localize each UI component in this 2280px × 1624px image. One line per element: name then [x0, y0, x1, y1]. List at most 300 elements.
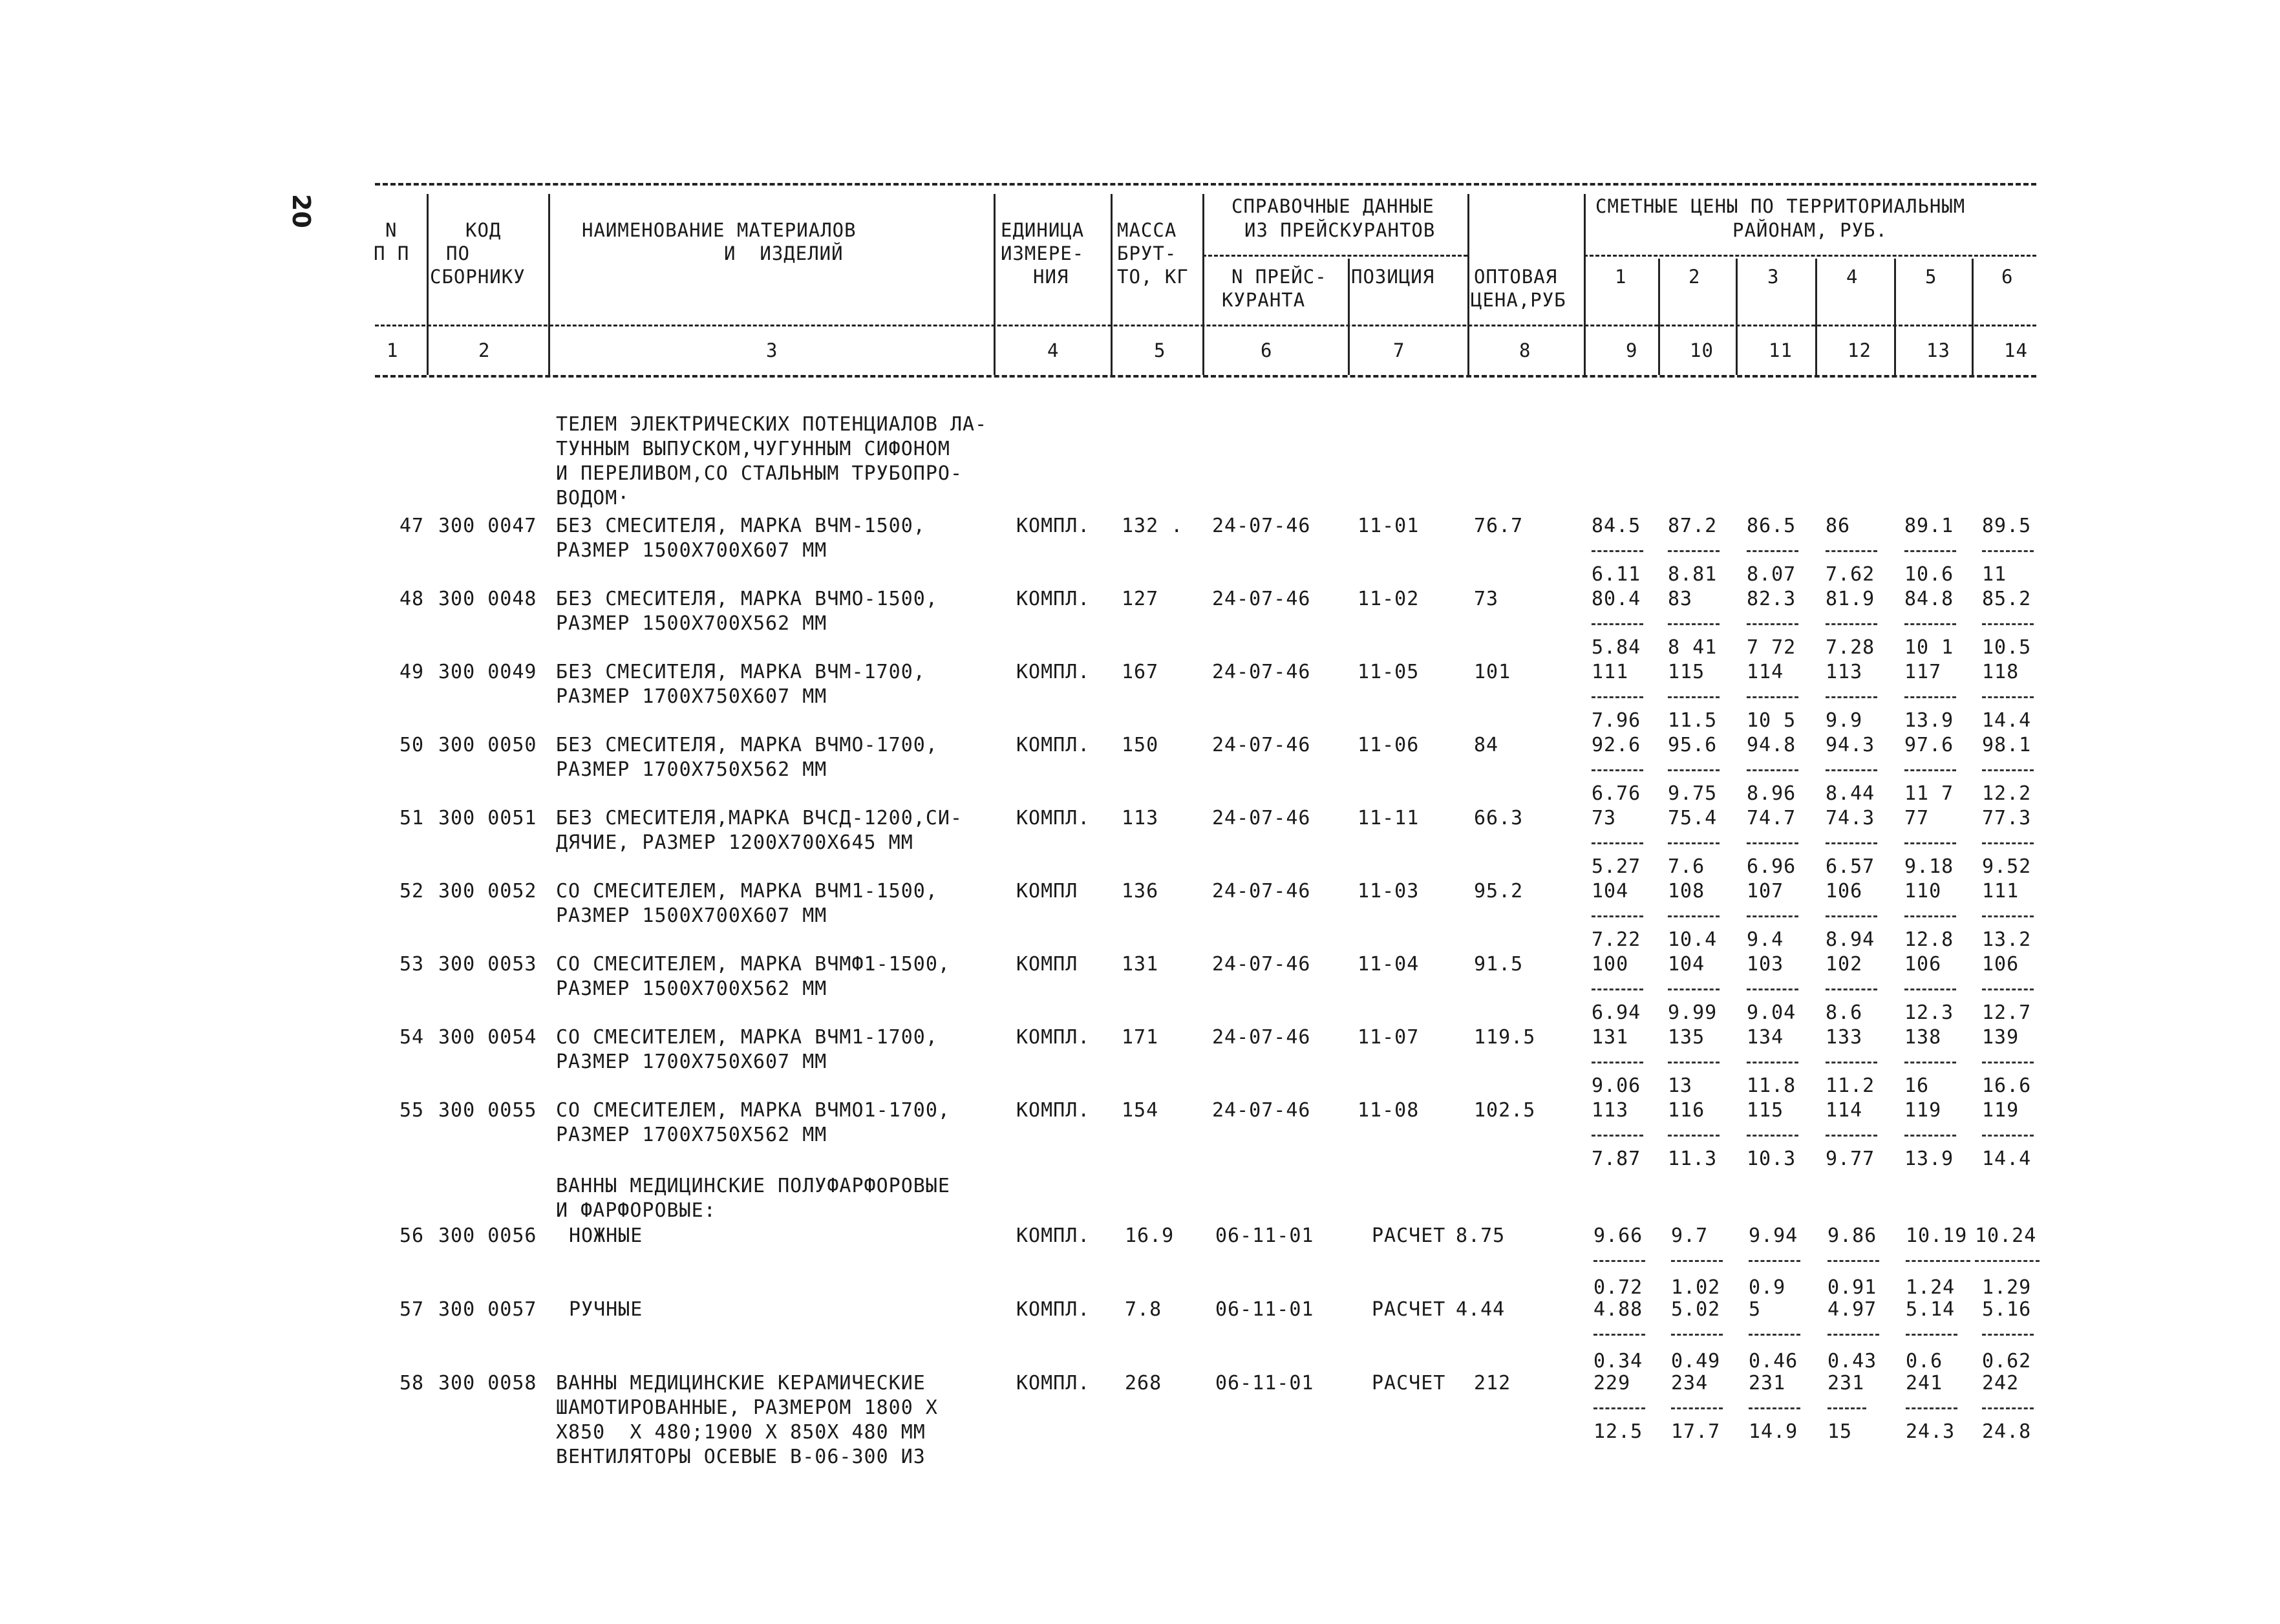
row-price: 212 [1474, 1372, 1511, 1394]
page-number: 20 [287, 194, 315, 228]
region-price: 229 [1593, 1372, 1631, 1394]
region-price: 10.19 [1906, 1224, 1968, 1247]
section-heading: ВОДОМ· [556, 487, 630, 509]
row-num: 48 [400, 588, 425, 610]
fraction-line [1904, 769, 1956, 771]
row-price: 4.44 [1456, 1298, 1506, 1321]
header-divider [1736, 259, 1738, 375]
row-code: 300 0058 [438, 1372, 537, 1394]
row-name: СО СМЕСИТЕЛЕМ, МАРКА ВЧМ1-1500, [556, 880, 938, 903]
region-price: 9.66 [1593, 1224, 1643, 1247]
region-labor: 1.02 [1671, 1276, 1721, 1299]
region-labor: 12.3 [1904, 1001, 1954, 1024]
region-price: 83 [1668, 588, 1693, 610]
region-labor: 10.3 [1747, 1148, 1796, 1170]
col-number: 7 [1393, 339, 1405, 361]
row-name: БЕЗ СМЕСИТЕЛЯ, МАРКА ВЧМ-1500, [556, 515, 926, 537]
header-unit-1: ЕДИНИЦА [1001, 219, 1085, 241]
region-price: 84.5 [1592, 515, 1641, 537]
region-labor: 0.34 [1593, 1350, 1643, 1373]
fraction-line [1592, 842, 1643, 844]
region-labor: 12.5 [1593, 1420, 1643, 1443]
region-labor: 12.8 [1904, 928, 1954, 951]
row-name: РАЗМЕР 1500X700X607 ММ [556, 904, 827, 927]
row-price: 66.3 [1474, 807, 1524, 829]
row-num: 54 [400, 1026, 425, 1049]
region-price: 104 [1592, 880, 1629, 903]
header-mass-3: ТО, КГ [1117, 266, 1189, 288]
fraction-line [1982, 1135, 2034, 1137]
region-labor: 9.52 [1982, 855, 2032, 878]
region-price: 104 [1668, 953, 1705, 976]
fraction-line [1904, 1062, 1956, 1063]
fraction-line [1982, 915, 2034, 917]
region-price: 134 [1747, 1026, 1784, 1049]
row-code: 300 0052 [438, 880, 537, 903]
region-5-label: 5 [1925, 266, 1937, 288]
row-pricelist: 24-07-46 [1212, 734, 1311, 756]
region-labor: 17.7 [1671, 1420, 1721, 1443]
row-name: БЕЗ СМЕСИТЕЛЯ, МАРКА ВЧМ-1700, [556, 661, 926, 683]
header-mass-2: БРУТ- [1117, 242, 1177, 264]
row-num: 57 [400, 1298, 425, 1321]
row-pricelist: 24-07-46 [1212, 807, 1311, 829]
fraction-line [1826, 1135, 1877, 1137]
row-pricelist: 24-07-46 [1212, 880, 1311, 903]
header-divider [1658, 259, 1660, 375]
region-price: 100 [1592, 953, 1629, 976]
col-number: 9 [1626, 339, 1638, 361]
row-price: 91.5 [1474, 953, 1524, 976]
region-price: 89.5 [1982, 515, 2032, 537]
region-price: 94.3 [1826, 734, 1875, 756]
region-labor: 24.8 [1982, 1420, 2032, 1443]
header-region-rule [1584, 255, 2036, 257]
row-name: РАЗМЕР 1500X700X607 ММ [556, 539, 827, 562]
fraction-line [1827, 1260, 1879, 1262]
row-price: 73 [1474, 588, 1499, 610]
row-mass: 154 [1122, 1099, 1159, 1122]
header-divider [1467, 194, 1469, 375]
fraction-line [1904, 915, 1956, 917]
region-price: 97.6 [1904, 734, 1954, 756]
region-labor: 8 41 [1668, 636, 1718, 659]
header-name-2: И ИЗДЕЛИЙ [724, 242, 844, 264]
fraction-line [1904, 988, 1956, 990]
region-labor: 8.44 [1826, 782, 1875, 805]
row-unit: КОМПЛ. [1016, 515, 1091, 537]
row-mass: 167 [1122, 661, 1159, 683]
region-labor: 14.4 [1982, 709, 2032, 732]
fraction-line [1982, 1334, 2034, 1336]
header-unit-3: НИЯ [1033, 266, 1069, 288]
fraction-line [1906, 1407, 1957, 1409]
header-mid-rule [375, 325, 2036, 326]
col-number: 6 [1261, 339, 1273, 361]
fraction-line [1592, 769, 1643, 771]
row-code: 300 0054 [438, 1026, 537, 1049]
header-divider [1894, 259, 1896, 375]
fraction-line [1593, 1260, 1645, 1262]
row-code: 300 0051 [438, 807, 537, 829]
row-num: 53 [400, 953, 425, 976]
region-labor: 13.9 [1904, 1148, 1954, 1170]
region-price: 92.6 [1592, 734, 1641, 756]
fraction-line [1826, 696, 1877, 698]
section-heading: ТУННЫМ ВЫПУСКОМ,ЧУГУННЫМ СИФОНОМ [556, 438, 950, 460]
region-labor: 5.84 [1592, 636, 1641, 659]
region-price: 85.2 [1982, 588, 2032, 610]
row-price: 84 [1474, 734, 1499, 756]
fraction-line [1904, 842, 1956, 844]
region-price: 9.94 [1749, 1224, 1798, 1247]
header-code-1: КОД [465, 219, 502, 241]
region-labor: 9.99 [1668, 1001, 1718, 1024]
fraction-line [1747, 915, 1798, 917]
section-heading: И ФАРФОРОВЫЕ: [556, 1199, 716, 1222]
region-labor: 0.6 [1906, 1350, 1943, 1373]
row-name: СО СМЕСИТЕЛЕМ, МАРКА ВЧМ1-1700, [556, 1026, 938, 1049]
region-price: 98.1 [1982, 734, 2032, 756]
fraction-line [1749, 1334, 1800, 1336]
row-name: СО СМЕСИТЕЛЕМ, МАРКА ВЧМО1-1700, [556, 1099, 950, 1122]
region-price: 74.7 [1747, 807, 1796, 829]
col-number: 2 [478, 339, 491, 361]
header-ref-2: ИЗ ПРЕЙСКУРАНТОВ [1244, 219, 1436, 241]
region-labor: 6.11 [1592, 563, 1641, 586]
region-price: 89.1 [1904, 515, 1954, 537]
region-price: 115 [1747, 1099, 1784, 1122]
header-num-1: N [385, 219, 398, 241]
region-labor: 1.29 [1982, 1276, 2032, 1299]
header-divider [548, 194, 550, 375]
row-num: 52 [400, 880, 425, 903]
row-unit: КОМПЛ. [1016, 1372, 1091, 1394]
row-unit: КОМПЛ. [1016, 807, 1091, 829]
region-price: 77.3 [1982, 807, 2032, 829]
region-labor: 6.76 [1592, 782, 1641, 805]
row-num: 50 [400, 734, 425, 756]
region-labor: 12.7 [1982, 1001, 2032, 1024]
region-labor: 10.6 [1904, 563, 1954, 586]
region-labor: 11.2 [1826, 1074, 1875, 1097]
region-price: 115 [1668, 661, 1705, 683]
row-position: 11-01 [1358, 515, 1420, 537]
row-position: 11-11 [1358, 807, 1420, 829]
fraction-line [1668, 915, 1720, 917]
fraction-line [1826, 1062, 1877, 1063]
row-name: РАЗМЕР 1500X700X562 ММ [556, 978, 827, 1000]
region-labor: 9.75 [1668, 782, 1718, 805]
region-labor: 11.8 [1747, 1074, 1796, 1097]
region-price: 87.2 [1668, 515, 1718, 537]
region-price: 106 [1904, 953, 1942, 976]
fraction-line [1668, 623, 1720, 625]
row-pricelist: 06-11-01 [1215, 1224, 1314, 1247]
fraction-line [1826, 988, 1877, 990]
row-code: 300 0055 [438, 1099, 537, 1122]
header-regions-1: СМЕТНЫЕ ЦЕНЫ ПО ТЕРРИТОРИАЛЬНЫМ [1595, 195, 1966, 217]
fraction-line [1982, 550, 2034, 552]
region-price: 114 [1826, 1099, 1863, 1122]
row-position: 11-08 [1358, 1099, 1420, 1122]
fraction-line [1749, 1407, 1800, 1409]
row-unit: КОМПЛ [1016, 880, 1078, 903]
region-labor: 6.96 [1747, 855, 1796, 878]
region-price: 113 [1826, 661, 1863, 683]
fraction-line [1747, 769, 1798, 771]
row-name: ШАМОТИРОВАННЫЕ, РАЗМЕРОМ 1800 X [556, 1396, 938, 1419]
row-name: РАЗМЕР 1700X750X562 ММ [556, 1124, 827, 1146]
region-price: 4.97 [1827, 1298, 1877, 1321]
row-mass: 136 [1122, 880, 1159, 903]
region-labor: 15 [1827, 1420, 1853, 1443]
row-code: 300 0048 [438, 588, 537, 610]
header-wholesale-2: ЦЕНА,РУБ [1471, 289, 1566, 311]
row-code: 300 0050 [438, 734, 537, 756]
row-name: СО СМЕСИТЕЛЕМ, МАРКА ВЧМФ1-1500, [556, 953, 950, 976]
fraction-line [1982, 1407, 2034, 1409]
row-price: 101 [1474, 661, 1511, 683]
row-name: РУЧНЫЕ [569, 1298, 643, 1321]
region-labor: 10 1 [1904, 636, 1954, 659]
fraction-line [1671, 1407, 1723, 1409]
row-price: 119.5 [1474, 1026, 1536, 1049]
header-divider [1972, 259, 1974, 375]
region-labor: 12.2 [1982, 782, 2032, 805]
region-labor: 1.24 [1906, 1276, 1955, 1299]
col-number: 8 [1519, 339, 1531, 361]
row-num: 49 [400, 661, 425, 683]
col-number: 3 [766, 339, 778, 361]
region-labor: 6.94 [1592, 1001, 1641, 1024]
col-number: 11 [1769, 339, 1793, 361]
region-labor: 16.6 [1982, 1074, 2032, 1097]
header-code-3: СБОРНИКУ [430, 266, 526, 288]
row-pricelist: 24-07-46 [1212, 661, 1311, 683]
section-heading: ВАННЫ МЕДИЦИНСКИЕ ПОЛУФАРФОРОВЫЕ [556, 1175, 950, 1197]
fraction-line [1668, 696, 1720, 698]
header-ref-rule [1202, 255, 1467, 257]
region-price: 139 [1982, 1026, 2019, 1049]
col-number: 4 [1047, 339, 1060, 361]
row-num: 58 [400, 1372, 425, 1394]
region-labor: 7 72 [1747, 636, 1796, 659]
region-price: 119 [1904, 1099, 1942, 1122]
row-mass: 268 [1125, 1372, 1162, 1394]
region-labor: 9.4 [1747, 928, 1784, 951]
region-labor: 0.91 [1827, 1276, 1877, 1299]
fraction-line [1747, 696, 1798, 698]
header-regions-2: РАЙОНАМ, РУБ. [1732, 219, 1888, 241]
region-price: 114 [1747, 661, 1784, 683]
region-labor: 9.06 [1592, 1074, 1641, 1097]
fraction-line [1592, 550, 1643, 552]
row-position: РАСЧЕТ [1372, 1298, 1446, 1321]
fraction-line [1747, 842, 1798, 844]
region-price: 4.88 [1593, 1298, 1643, 1321]
header-divider [427, 194, 429, 375]
fraction-line [1592, 1062, 1643, 1063]
region-price: 86 [1826, 515, 1851, 537]
region-price: 119 [1982, 1099, 2019, 1122]
region-labor: 0.46 [1749, 1350, 1798, 1373]
row-unit: КОМПЛ. [1016, 661, 1091, 683]
fraction-line [1592, 623, 1643, 625]
region-labor: 8.07 [1747, 563, 1796, 586]
header-divider [1111, 194, 1113, 375]
row-name: ДЯЧИЕ, РАЗМЕР 1200X700X645 ММ [556, 831, 913, 854]
row-mass: 131 [1122, 953, 1159, 976]
region-2-label: 2 [1689, 266, 1701, 288]
fraction-line [1668, 769, 1720, 771]
region-labor: 9.77 [1826, 1148, 1875, 1170]
region-price: 5.02 [1671, 1298, 1721, 1321]
region-price: 86.5 [1747, 515, 1796, 537]
region-labor: 11 [1982, 563, 2007, 586]
row-price: 76.7 [1474, 515, 1524, 537]
region-price: 9.7 [1671, 1224, 1709, 1247]
region-price: 10.24 [1975, 1224, 2037, 1247]
row-unit: КОМПЛ. [1016, 1298, 1091, 1321]
row-pricelist: 06-11-01 [1215, 1298, 1314, 1321]
row-unit: КОМПЛ. [1016, 734, 1091, 756]
fraction-line [1668, 842, 1720, 844]
row-price: 95.2 [1474, 880, 1524, 903]
region-labor: 7.62 [1826, 563, 1875, 586]
region-price: 84.8 [1904, 588, 1954, 610]
fraction-line [1671, 1260, 1723, 1262]
region-price: 106 [1982, 953, 2019, 976]
region-labor: 7.96 [1592, 709, 1641, 732]
fraction-line [1826, 769, 1877, 771]
row-name: ВЕНТИЛЯТОРЫ ОСЕВЫЕ В-06-300 ИЗ [556, 1446, 926, 1468]
region-labor: 0.43 [1827, 1350, 1877, 1373]
header-unit-2: ИЗМЕРЕ- [1001, 242, 1085, 264]
fraction-line [1975, 1260, 2040, 1262]
row-code: 300 0049 [438, 661, 537, 683]
row-unit: КОМПЛ. [1016, 1026, 1091, 1049]
region-labor: 13.9 [1904, 709, 1954, 732]
row-position: 11-02 [1358, 588, 1420, 610]
row-price: 102.5 [1474, 1099, 1536, 1122]
fraction-line [1826, 915, 1877, 917]
region-price: 73 [1592, 807, 1617, 829]
row-pricelist: 24-07-46 [1212, 588, 1311, 610]
col-number: 10 [1690, 339, 1714, 361]
header-code-2: ПО [446, 242, 470, 264]
row-mass: 132 . [1122, 515, 1184, 537]
fraction-line [1592, 988, 1643, 990]
fraction-line [1668, 988, 1720, 990]
row-pricelist: 24-07-46 [1212, 1026, 1311, 1049]
region-price: 95.6 [1668, 734, 1718, 756]
region-price: 107 [1747, 880, 1784, 903]
region-price: 108 [1668, 880, 1705, 903]
region-price: 113 [1592, 1099, 1629, 1122]
region-labor: 8.94 [1826, 928, 1875, 951]
row-pricelist: 24-07-46 [1212, 515, 1311, 537]
header-pricelist-1: N ПРЕЙС- [1231, 266, 1327, 288]
region-price: 111 [1592, 661, 1629, 683]
header-divider [1202, 194, 1204, 375]
region-price: 74.3 [1826, 807, 1875, 829]
region-price: 5.16 [1982, 1298, 2032, 1321]
row-num: 47 [400, 515, 425, 537]
row-code: 300 0047 [438, 515, 537, 537]
fraction-line [1982, 1062, 2034, 1063]
region-labor: 7.87 [1592, 1148, 1641, 1170]
header-pricelist-2: КУРАНТА [1222, 289, 1306, 311]
region-labor: 11 7 [1904, 782, 1954, 805]
fraction-line [1982, 769, 2034, 771]
header-ref-1: СПРАВОЧНЫЕ ДАННЫЕ [1231, 195, 1434, 217]
fraction-line [1826, 842, 1877, 844]
fraction-line [1904, 623, 1956, 625]
row-position: РАСЧЕТ [1372, 1224, 1446, 1247]
region-price: 133 [1826, 1026, 1863, 1049]
region-labor: 9.18 [1904, 855, 1954, 878]
header-position: ПОЗИЦИЯ [1351, 266, 1435, 288]
header-divider [1584, 194, 1586, 375]
fraction-line [1668, 1062, 1720, 1063]
region-price: 116 [1668, 1099, 1705, 1122]
fraction-line [1747, 1062, 1798, 1063]
fraction-line [1749, 1260, 1800, 1262]
row-unit: КОМПЛ. [1016, 588, 1091, 610]
fraction-line [1593, 1334, 1645, 1336]
region-price: 103 [1747, 953, 1784, 976]
fraction-line [1668, 1135, 1720, 1137]
row-num: 56 [400, 1224, 425, 1247]
row-name: БЕЗ СМЕСИТЕЛЯ,МАРКА ВЧСД-1200,СИ- [556, 807, 963, 829]
row-name: X850 X 480;1900 X 850X 480 ММ [556, 1421, 926, 1444]
region-price: 131 [1592, 1026, 1629, 1049]
row-position: 11-03 [1358, 880, 1420, 903]
fraction-line [1906, 1260, 1970, 1262]
row-mass: 7.8 [1125, 1298, 1162, 1321]
region-price: 117 [1904, 661, 1942, 683]
region-labor: 24.3 [1906, 1420, 1955, 1443]
region-price: 5 [1749, 1298, 1762, 1321]
region-labor: 0.9 [1749, 1276, 1786, 1299]
header-name-1: НАИМЕНОВАНИЕ МАТЕРИАЛОВ [582, 219, 857, 241]
region-price: 75.4 [1668, 807, 1718, 829]
fraction-line [1827, 1407, 1866, 1409]
region-price: 80.4 [1592, 588, 1641, 610]
region-price: 9.86 [1827, 1224, 1877, 1247]
row-position: РАСЧЕТ [1372, 1372, 1446, 1394]
region-labor: 10 5 [1747, 709, 1796, 732]
header-num-2: П П [374, 242, 410, 264]
row-code: 300 0056 [438, 1224, 537, 1247]
fraction-line [1747, 988, 1798, 990]
fraction-line [1904, 1135, 1956, 1137]
fraction-line [1668, 550, 1720, 552]
row-mass: 127 [1122, 588, 1159, 610]
region-price: 241 [1906, 1372, 1943, 1394]
fraction-line [1906, 1334, 1957, 1336]
region-price: 231 [1827, 1372, 1865, 1394]
region-labor: 8.81 [1668, 563, 1718, 586]
region-labor: 11.3 [1668, 1148, 1718, 1170]
region-4-label: 4 [1846, 266, 1859, 288]
region-labor: 7.28 [1826, 636, 1875, 659]
row-name: РАЗМЕР 1500X700X562 ММ [556, 612, 827, 635]
section-heading: ТЕЛЕМ ЭЛЕКТРИЧЕСКИХ ПОТЕНЦИАЛОВ ЛА- [556, 413, 988, 436]
row-name: НОЖНЫЕ [569, 1224, 643, 1247]
fraction-line [1826, 550, 1877, 552]
